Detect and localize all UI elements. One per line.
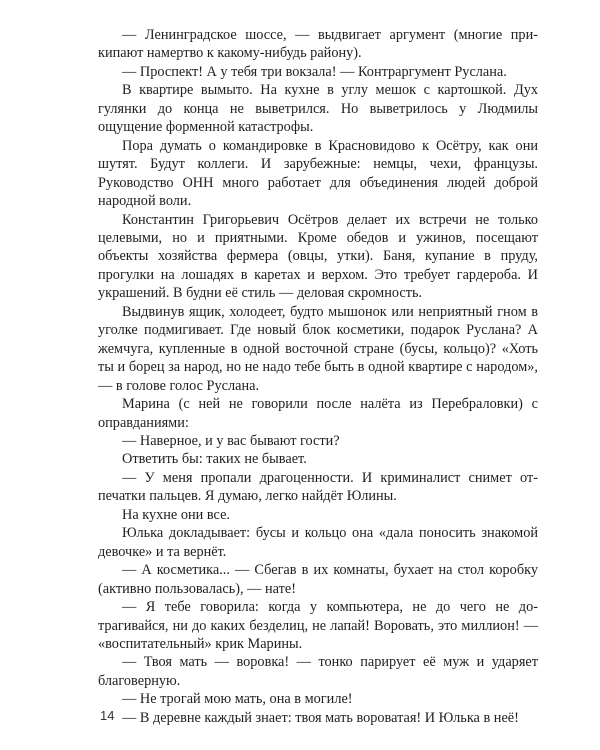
paragraph: Константин Григорьевич Осётров делает их встречи не только целевыми, но и приятными. Кроме обедов и ужинов, посещают объекты хозяйства фермера (овцы, утки). Баня, купание в пруду, прогулки на лошадях в каретах и верхом. Это требует гардероба. И украшений. В будни её стиль — деловая скромность. (98, 211, 538, 302)
paragraph: Пора думать о командировке в Красновидово к Осётру, как они шутят. Будут коллеги. И зарубежные: немцы, чехи, французы. Руководство ОНН много работает для объединения людей доброй народной воли. (98, 137, 538, 210)
paragraph: — Наверное, и у вас бывают гости? (122, 432, 340, 449)
paragraph: — А косметика... — Сбегав в их комнаты, бухает на стол коробку (активно пользовалась), — нате! (98, 562, 538, 597)
page-number: 14 (100, 708, 115, 723)
paragraph: — Я тебе говорила: когда у компьютера, не до чего не дотрагивайся, ни до каких безделиц, не лапай! Воровать, это миллион! — «воспитательный» крик Марины. (98, 599, 538, 652)
paragraph: — В деревне каждый знает: твоя мать вороватая! И Юлька в неё! (122, 709, 519, 726)
paragraph: Марина (с ней не говорили после налёта из Перебраловки) с оправданиями: (98, 396, 538, 431)
paragraph: В квартире вымыто. На кухне в углу мешок с картошкой. Дух гулянки до конца не выветрился. Но выветрилось у Людмилы ощущение форменной катастрофы. (98, 82, 538, 136)
paragraph: — У меня пропали драгоценности. И криминалист снимет отпечатки пальцев. Я думаю, легко найдёт Юлины. (98, 469, 538, 505)
paragraph: — Ленинградское шоссе, — выдвигает аргумент (многие прикипают намертво к какому-нибудь району). (98, 27, 538, 62)
paragraph: Выдвинув ящик, холодеет, будто мышонок или неприятный гном в уголке подмигивает. Где новый блок косметики, подарок Руслана? А жемчуга, купленные в одной восточной стране (бусы, кольцо)? «Хоть ты и борец за народ, но не надо тебе быть в одной квартире с народом», — в голове голос Руслана. (98, 303, 538, 394)
body-text (98, 26, 538, 727)
paragraph: — Не трогай мою мать, она в могиле! (122, 691, 353, 708)
paragraph: — Твоя мать — воровка! — тонко парирует её муж и ударяет благоверную. (98, 654, 538, 689)
paragraph: На кухне они все. (122, 506, 230, 523)
paragraph: Ответить бы: таких не бывает. (122, 451, 307, 468)
paragraph: Юлька докладывает: бусы и кольцо она «дала поносить знакомой девочке» и та вернёт. (98, 525, 538, 560)
paragraph: — Проспект! А у тебя три вокзала! — Контраргумент Руслана. (122, 63, 507, 80)
